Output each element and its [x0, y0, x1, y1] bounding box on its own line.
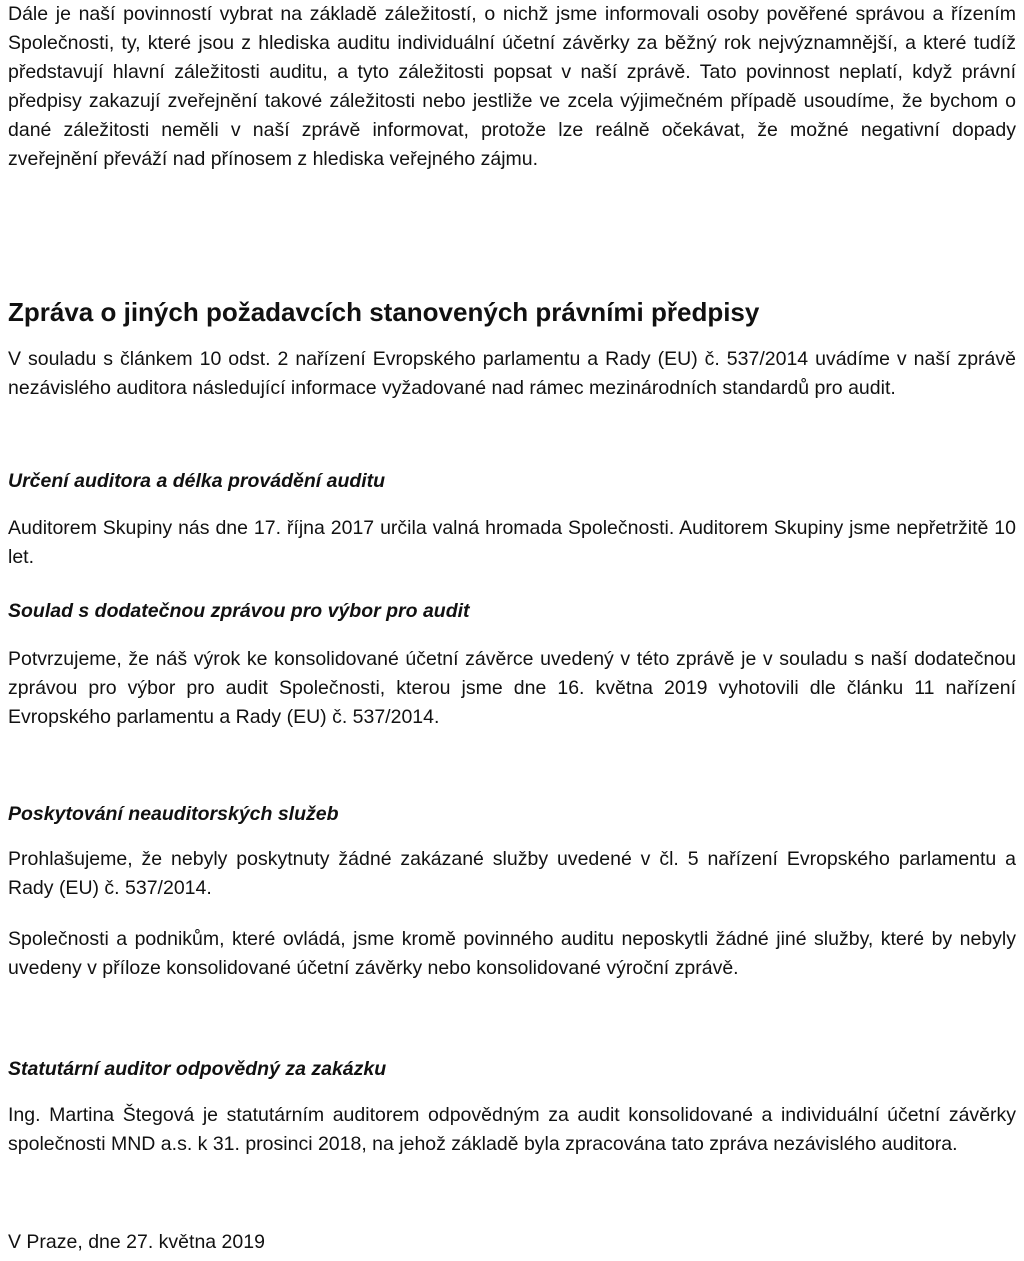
prohibited-services-paragraph: Prohlašujeme, že nebyly poskytnuty žádné zakázané služby uvedené v čl. 5 nařízení Evropského parlamentu a Rady (EU) č. 537/2014.: [8, 848, 1016, 899]
main-heading-block: [8, 296, 1016, 328]
appointment-paragraph: Auditorem Skupiny nás dne 17. října 2017 určila valná hromada Společnosti. Auditorem Skupiny jsme nepřetržitě 10 let.: [8, 517, 1016, 568]
place-date-block: [8, 1228, 1016, 1257]
statutory-auditor-paragraph: Ing. Martina Štegová je statutárním auditorem odpovědným za audit konsolidované a individuální účetní závěrky společnosti MND a.s. k 31. prosinci 2018, na jehož základě byla zpracována tato zpráva nezávislého auditora.: [8, 1104, 1016, 1155]
regulation-paragraph-block: [8, 345, 1016, 403]
section-heading-other-requirements: Zpráva o jiných požadavcích stanovených právními předpisy: [8, 297, 760, 327]
consistency-paragraph-block: [8, 645, 1016, 732]
intro-paragraph-block: [8, 0, 1016, 174]
key-audit-matters-paragraph: Dále je naší povinností vybrat na základě záležitostí, o nichž jsme informovali osoby pověřené správou a řízením Společnosti, ty, které jsou z hlediska auditu individuální účetní závěrky za běžný rok nejvýznamnější, a které tudíž představují hlavní záležitosti auditu, a tyto záležitosti popsat v naší zprávě. Tato povinnost neplatí, když právní předpisy zakazují zveřejnění takové záležitosti nebo jestliže ve zcela výjimečném případě usoudíme, že bychom o dané záležitosti neměli v naší zprávě informovat, protože lze reálně očekávat, že možné negativní dopady zveřejnění převáží nad přínosem z hlediska veřejného zájmu.: [8, 3, 1016, 170]
subheading-nonaudit-services: Poskytování neauditorských služeb: [8, 803, 339, 825]
appointment-heading-block: [8, 467, 1016, 496]
consistency-heading-block: [8, 597, 1016, 626]
subheading-appointment: Určení auditora a délka provádění auditu: [8, 470, 386, 492]
nonaudit-heading-block: [8, 800, 1016, 829]
statutory-paragraph-block: [8, 1101, 1016, 1159]
regulation-paragraph: V souladu s článkem 10 odst. 2 nařízení Evropského parlamentu a Rady (EU) č. 537/2014 uvádíme v naší zprávě nezávislého auditora následující informace vyžadované nad rámec mezinárodních standardů pro audit.: [8, 348, 1016, 399]
other-services-paragraph: Společnosti a podnikům, které ovládá, jsme kromě povinného auditu neposkytli žádné jiné služby, které by nebyly uvedeny v příloze konsolidované účetní závěrky nebo konsolidované výroční zprávě.: [8, 928, 1016, 979]
consistency-paragraph: Potvrzujeme, že náš výrok ke konsolidované účetní závěrce uvedený v této zprávě je v souladu s naší dodatečnou zprávou pro výbor pro audit Společnosti, kterou jsme dne 16. května 2019 vyhotovili dle článku 11 nařízení Evropského parlamentu a Rady (EU) č. 537/2014.: [8, 648, 1016, 728]
other-services-paragraph-block: [8, 925, 1016, 983]
subheading-consistency: Soulad s dodatečnou zprávou pro výbor pro audit: [8, 600, 470, 622]
appointment-paragraph-block: [8, 514, 1016, 572]
statutory-heading-block: [8, 1055, 1016, 1084]
subheading-statutory-auditor: Statutární auditor odpovědný za zakázku: [8, 1058, 387, 1080]
place-and-date: V Praze, dne 27. května 2019: [8, 1231, 265, 1253]
prohibited-services-paragraph-block: [8, 845, 1016, 903]
